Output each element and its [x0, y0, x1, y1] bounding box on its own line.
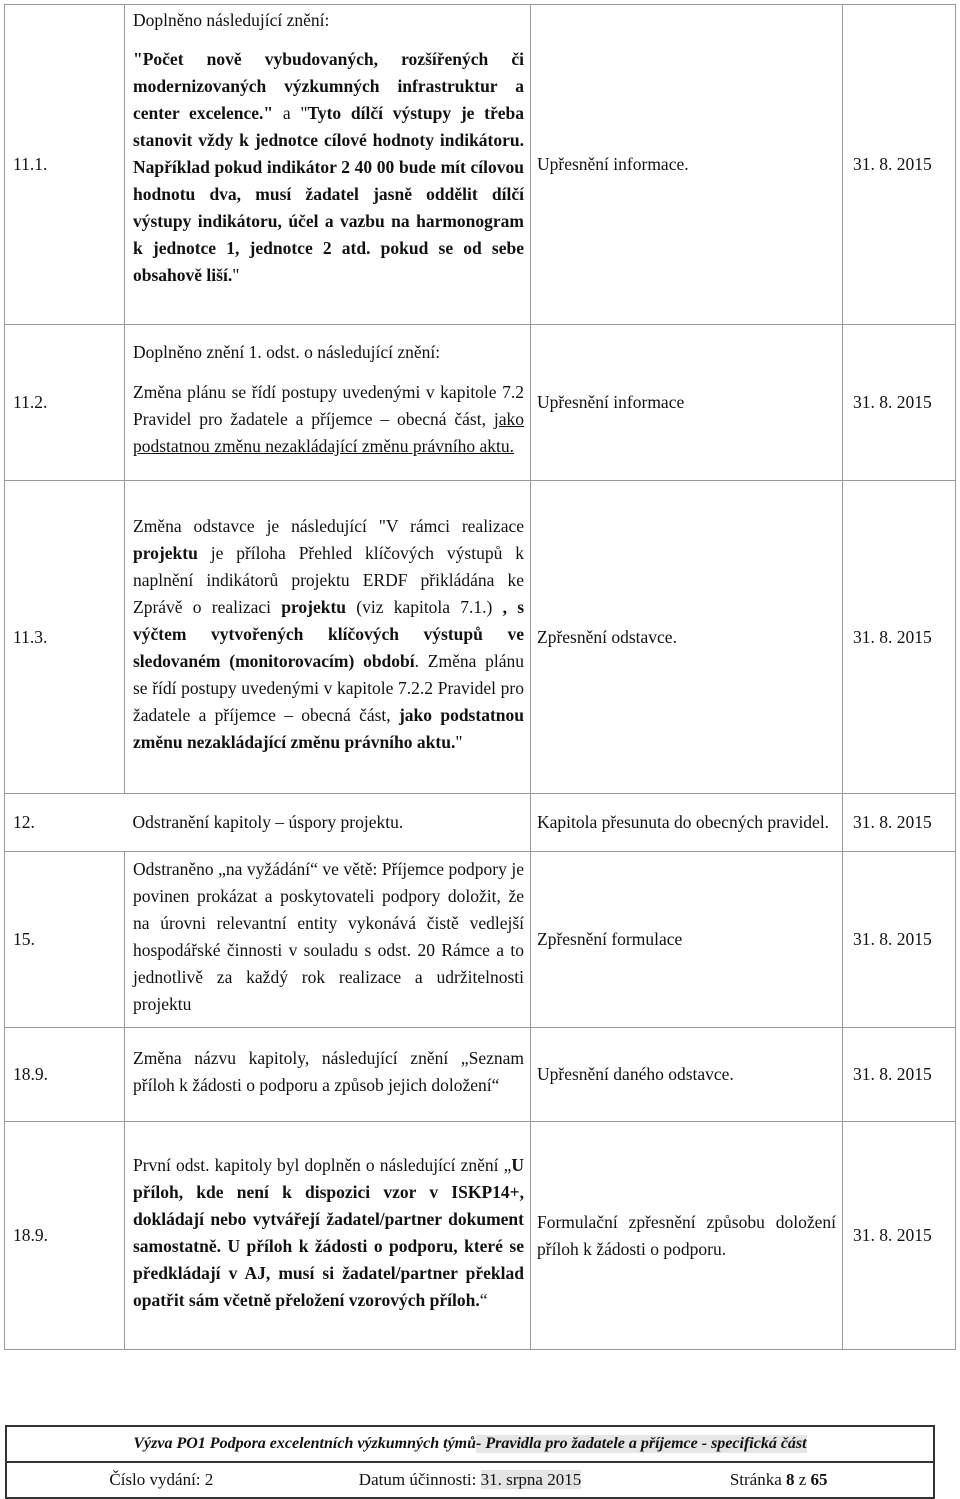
table-row	[5, 481, 956, 794]
changes-table	[4, 4, 956, 1350]
page-number: Stránka 8 z 65	[729, 1470, 828, 1489]
row-number: 11.2.	[5, 325, 125, 481]
change-text: "Počet nově vybudovaných, rozšířených či modernizovaných výzkumných infrastruktur a center excelence." a "Tyto dílčí výstupy je třeba stanovit vždy k jednotce cílové hodnoty indikátoru. Například pokud indikátor 2 40 00 bude mít cílovou hodnotu dva, musí žadatel jasně oddělit dílčí výstupy indikátoru, účel a vazbu na harmonogram k jednotce 1, jednotce 2 atd. pokud se od sebe obsahově liší."	[133, 49, 524, 285]
change-description: Změna názvu kapitoly, následující znění „Seznam příloh k žádosti o podporu a způsob jejich doložení“	[125, 1028, 531, 1122]
table-row	[5, 852, 956, 1028]
document-meta	[7, 1463, 933, 1497]
table-row	[5, 1122, 956, 1350]
change-date: 31. 8. 2015	[843, 1028, 956, 1122]
change-reason: Zpřesnění formulace	[531, 852, 843, 1028]
change-date: 31. 8. 2015	[843, 1122, 956, 1350]
change-text: Změna plánu se řídí postupy uvedenými v kapitole 7.2 Pravidel pro žadatele a příjemce – obecná část, jako podstatnou změnu nezakládající změnu právního aktu.	[133, 382, 524, 456]
change-description	[125, 5, 531, 325]
table-row	[5, 325, 956, 481]
row-number: 12.	[5, 794, 125, 852]
table-row	[5, 5, 956, 325]
change-text: Změna odstavce je následující "V rámci realizace projektu je příloha Přehled klíčových výstupů k naplnění indikátorů projektu ERDF přikládána ke Zprávě o realizaci projektu (viz kapitola 7.1.) , s výčtem vytvořených klíčových výstupů ve sledovaném (monitorovacím) období. Změna plánu se řídí postupy uvedenými v kapitole 7.2.2 Pravidel pro žadatele a příjemce – obecná část, jako podstatnou změnu nezakládající změnu právního aktu."	[133, 515, 524, 752]
row-number: 18.9.	[5, 1122, 125, 1350]
row-number: 15.	[5, 852, 125, 1028]
issue-number: Číslo vydání: 2	[109, 1470, 214, 1489]
change-description	[125, 325, 531, 481]
row-number: 11.1.	[5, 5, 125, 325]
change-date: 31. 8. 2015	[843, 325, 956, 481]
change-reason: Upřesnění informace.	[531, 5, 843, 325]
row-number: 11.3.	[5, 481, 125, 794]
change-description: Odstraněno „na vyžádání“ ve větě: Příjemce podpory je povinen prokázat a poskytovateli podpory doložit, že na úrovni relevantní entity vykonává čistě vedlejší hospodářské činnosti v souladu s odst. 20 Rámce a to jednotlivě za každý rok realizace a udržitelnosti projektu	[125, 852, 531, 1028]
change-date: 31. 8. 2015	[843, 481, 956, 794]
effective-date: Datum účinnosti: 31. srpna 2015	[358, 1470, 582, 1489]
intro-text: Doplněno následující znění:	[133, 10, 330, 30]
change-reason: Upřesnění daného odstavce.	[531, 1028, 843, 1122]
table-row	[5, 794, 956, 852]
change-description: Odstranění kapitoly – úspory projektu.	[125, 794, 531, 852]
change-description: První odst. kapitoly byl doplněn o následující znění „U příloh, kde není k dispozici vzor v ISKP14+, dokládají nebo vytvářejí žadatel/partner dokument samostatně. U příloh k žádosti o podporu, které se předkládají v AJ, musí si žadatel/partner překlad opatřit sám včetně přeložení vzorových příloh.“	[125, 1122, 531, 1350]
intro-text: Doplněno znění 1. odst. o následující znění:	[133, 342, 441, 362]
document-title: Výzva PO1 Podpora excelentních výzkumných týmů - Pravidla pro žadatele a příjemce - specifická část	[7, 1427, 933, 1463]
change-date: 31. 8. 2015	[843, 852, 956, 1028]
change-date: 31. 8. 2015	[843, 5, 956, 325]
change-description	[125, 481, 531, 794]
page-footer	[5, 1425, 935, 1499]
change-reason: Zpřesnění odstavce.	[531, 481, 843, 794]
change-date: 31. 8. 2015	[843, 794, 956, 852]
change-reason: Upřesnění informace	[531, 325, 843, 481]
table-row	[5, 1028, 956, 1122]
row-number: 18.9.	[5, 1028, 125, 1122]
change-reason: Formulační zpřesnění způsobu doložení příloh k žádosti o podporu.	[531, 1122, 843, 1350]
change-reason: Kapitola přesunuta do obecných pravidel.	[531, 794, 843, 852]
